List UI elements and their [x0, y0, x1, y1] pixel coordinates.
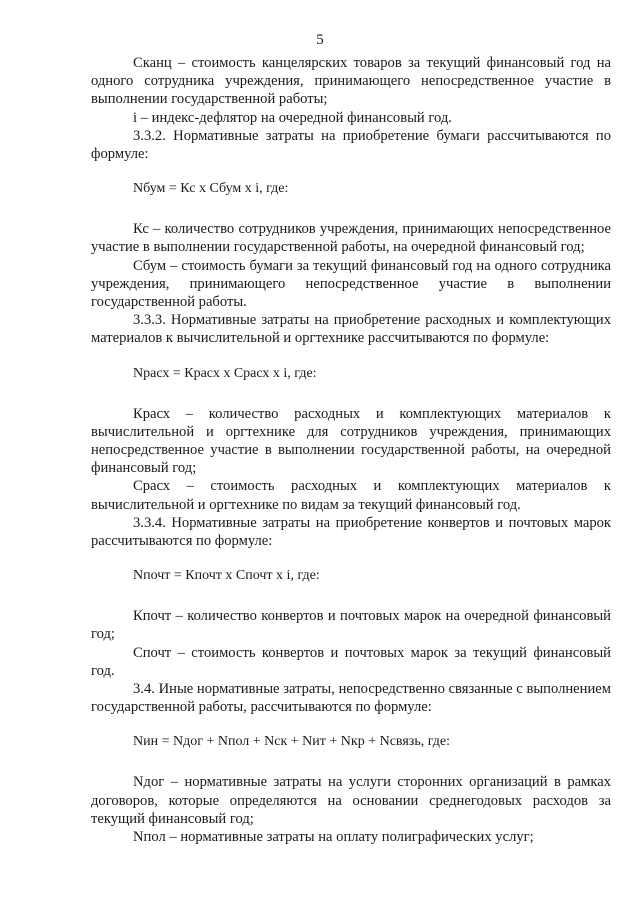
- paragraph-krash: Красх – количество расходных и комплектующих материалов к вычислительной и оргтехнике для сотрудников учреждения, принимающих непосредственное участие в выполнении государственной работы, на очередной финансовый год;: [91, 405, 611, 477]
- page-number: 5: [316, 32, 324, 48]
- paragraph-sbum: Сбум – стоимость бумаги за текущий финансовый год на одного сотрудника учреждения, принимающего непосредственное участие в выполнении государственной работы.: [91, 257, 611, 311]
- formula-other: Nин = Nдог + Nпол + Nск + Nит + Nкр + Nсвязь, где:: [133, 734, 450, 750]
- formula-consumables: Nрасх = Красх х Срасх х i, где:: [133, 365, 317, 381]
- paragraph-3-3-4: 3.3.4. Нормативные затраты на приобретение конвертов и почтовых марок рассчитываются по формуле:: [91, 514, 611, 550]
- paragraph-3-3-2: 3.3.2. Нормативные затраты на приобретение бумаги рассчитываются по формуле:: [91, 127, 611, 163]
- paragraph-npol: Nпол – нормативные затраты на оплату полиграфических услуг;: [133, 829, 534, 846]
- paragraph-3-3-3: 3.3.3. Нормативные затраты на приобретение расходных и комплектующих материалов к вычислительной и оргтехнике рассчитываются по формуле:: [91, 312, 611, 347]
- paragraph-deflator: i – индекс-дефлятор на очередной финансовый год.: [133, 109, 452, 126]
- formula-postal: Nпочт = Кпочт х Спочт х i, где:: [133, 568, 320, 584]
- paragraph-kc: Кс – количество сотрудников учреждения, принимающих непосредственное участие в выполнении государственной работы, на очередной финансовый год;: [91, 221, 611, 256]
- document-body: [91, 54, 611, 846]
- paragraph-skanc: Сканц – стоимость канцелярских товаров за текущий финансовый год на одного сотрудника учреждения, принимающего непосредственное участие в выполнении государственной работы;: [91, 55, 611, 108]
- paragraph-srash: Срасх – стоимость расходных и комплектующих материалов к вычислительной и оргтехнике по видам за текущий финансовый год.: [91, 478, 611, 513]
- paragraph-kpocht: Кпочт – количество конвертов и почтовых марок на очередной финансовый год;: [91, 608, 611, 643]
- formula-paper: Nбум = Кс х Сбум х i, где:: [133, 181, 289, 197]
- paragraph-ndog: Nдог – нормативные затраты на услуги сторонних организаций в рамках договоров, которые определяются на основании среднегодовых расходов за текущий финансовый год;: [91, 774, 611, 827]
- paragraph-3-4: 3.4. Иные нормативные затраты, непосредственно связанные с выполнением государственной работы, рассчитываются по формуле:: [91, 681, 611, 716]
- paragraph-spocht: Спочт – стоимость конвертов и почтовых марок за текущий финансовый год.: [91, 644, 611, 679]
